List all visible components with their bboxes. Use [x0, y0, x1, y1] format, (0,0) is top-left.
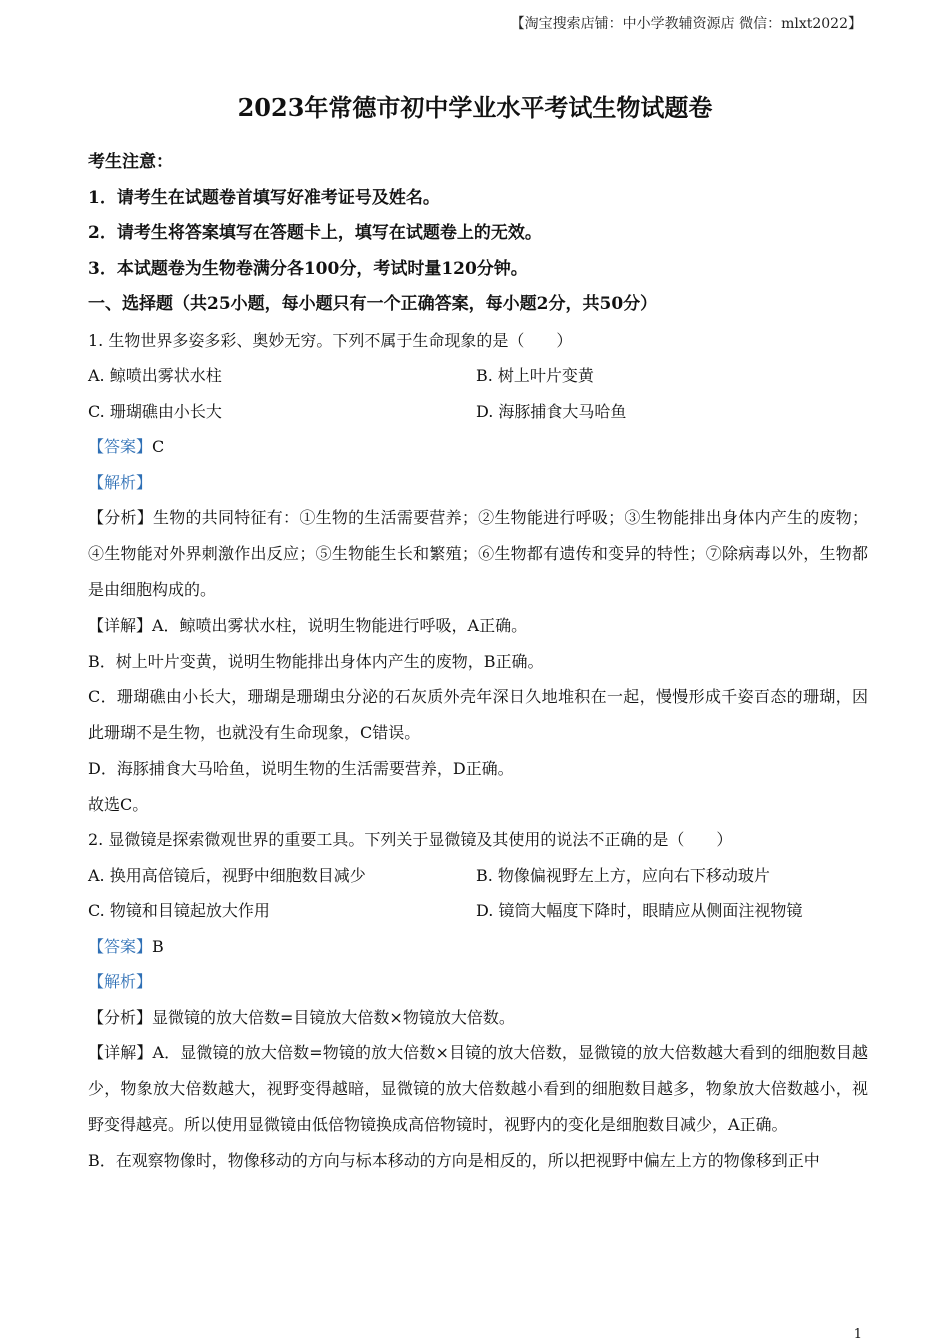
- notice-item: 2．请考生将答案填写在答题卡上，填写在试题卷上的无效。: [88, 223, 542, 243]
- document-body: [88, 145, 868, 1179]
- answer-value: C: [152, 437, 165, 456]
- detail-paragraph: B．在观察物像时，物像移动的方向与标本移动的方向是相反的，所以把视野中偏左上方的物像移到正中: [88, 1151, 820, 1170]
- analysis-tag: 【解析】: [88, 472, 153, 492]
- conclusion-line: 故选C。: [88, 794, 149, 814]
- section-heading: 一、选择题（共25小题，每小题只有一个正确答案，每小题2分，共50分）: [88, 294, 658, 314]
- question-2-options-row: [88, 858, 868, 894]
- answer-line: [88, 929, 868, 965]
- question-2-options-row: [88, 893, 868, 929]
- notice-item: 3．本试题卷为生物卷满分各100分，考试时量120分钟。: [88, 258, 528, 279]
- detail-paragraph: 【详解】A．显微镜的放大倍数=物镜的放大倍数×目镜的放大倍数，显微镜的放大倍数越大看到的细胞数目越少，物象放大倍数越大，视野变得越暗，显微镜的放大倍数越小看到的细胞数目越多，物象放大倍数越小，视野变得越亮。所以使用显微镜由低倍物镜换成高倍物镜时，视野内的变化是细胞数目减少，A正确。: [88, 1043, 868, 1134]
- question-1-options-row: [88, 358, 868, 394]
- detail-paragraph: C．珊瑚礁由小长大，珊瑚是珊瑚虫分泌的石灰质外壳年深日久地堆积在一起，慢慢形成千姿百态的珊瑚，因此珊瑚不是生物，也就没有生命现象，C错误。: [88, 687, 868, 742]
- option-b: B. 树上叶片变黄: [476, 366, 594, 385]
- option-a: A. 鲸喷出雾状水柱: [88, 366, 222, 385]
- question-2-stem: 2. 显微镜是探索微观世界的重要工具。下列关于显微镜及其使用的说法不正确的是（ ）: [88, 830, 733, 849]
- detail-line: B．树上叶片变黄，说明生物能排出身体内产生的废物，B正确。: [88, 651, 544, 671]
- analysis-paragraph: 【分析】生物的共同特征有：①生物的生活需要营养；②生物能进行呼吸；③生物能排出身体内产生的废物；④生物能对外界刺激作出反应；⑤生物能生长和繁殖；⑥生物都有遗传和变异的特性；⑦除病毒以外，生物都是由细胞构成的。: [88, 508, 868, 599]
- detail-line: 【详解】A．鲸喷出雾状水柱，说明生物能进行呼吸，A正确。: [88, 616, 528, 635]
- answer-line: [88, 429, 868, 465]
- option-c: C. 珊瑚礁由小长大: [88, 401, 222, 421]
- answer-tag: 【答案】: [88, 437, 153, 456]
- notice-item: 1．请考生在试题卷首填写好准考证号及姓名。: [88, 187, 440, 208]
- option-d: D. 镜筒大幅度下降时，眼睛应从侧面注视物镜: [476, 901, 803, 920]
- option-a: A. 换用高倍镜后，视野中细胞数目减少: [88, 865, 366, 885]
- option-b: B. 物像偏视野左上方，应向右下移动玻片: [476, 865, 770, 885]
- detail-line: D．海豚捕食大马哈鱼，说明生物的生活需要营养，D正确。: [88, 759, 514, 778]
- page-title: 2023年常德市初中学业水平考试生物试题卷: [237, 93, 713, 122]
- question-1-stem: 1. 生物世界多姿多彩、奥妙无穷。下列不属于生命现象的是（ ）: [88, 330, 573, 350]
- answer-value: B: [152, 936, 164, 956]
- question-1-options-row: [88, 394, 868, 430]
- answer-tag: 【答案】: [88, 936, 153, 956]
- option-d: D. 海豚捕食大马哈鱼: [476, 401, 627, 421]
- page-header: 【淘宝搜索店铺：中小学教辅资源店 微信：mlxt2022】: [510, 16, 862, 32]
- option-c: C. 物镜和目镜起放大作用: [88, 901, 270, 920]
- analysis-tag: 【解析】: [88, 972, 153, 991]
- notice-heading: 考生注意：: [88, 152, 173, 172]
- analysis-line: 【分析】显微镜的放大倍数=目镜放大倍数×物镜放大倍数。: [88, 1007, 515, 1027]
- page-number: 1: [853, 1327, 862, 1342]
